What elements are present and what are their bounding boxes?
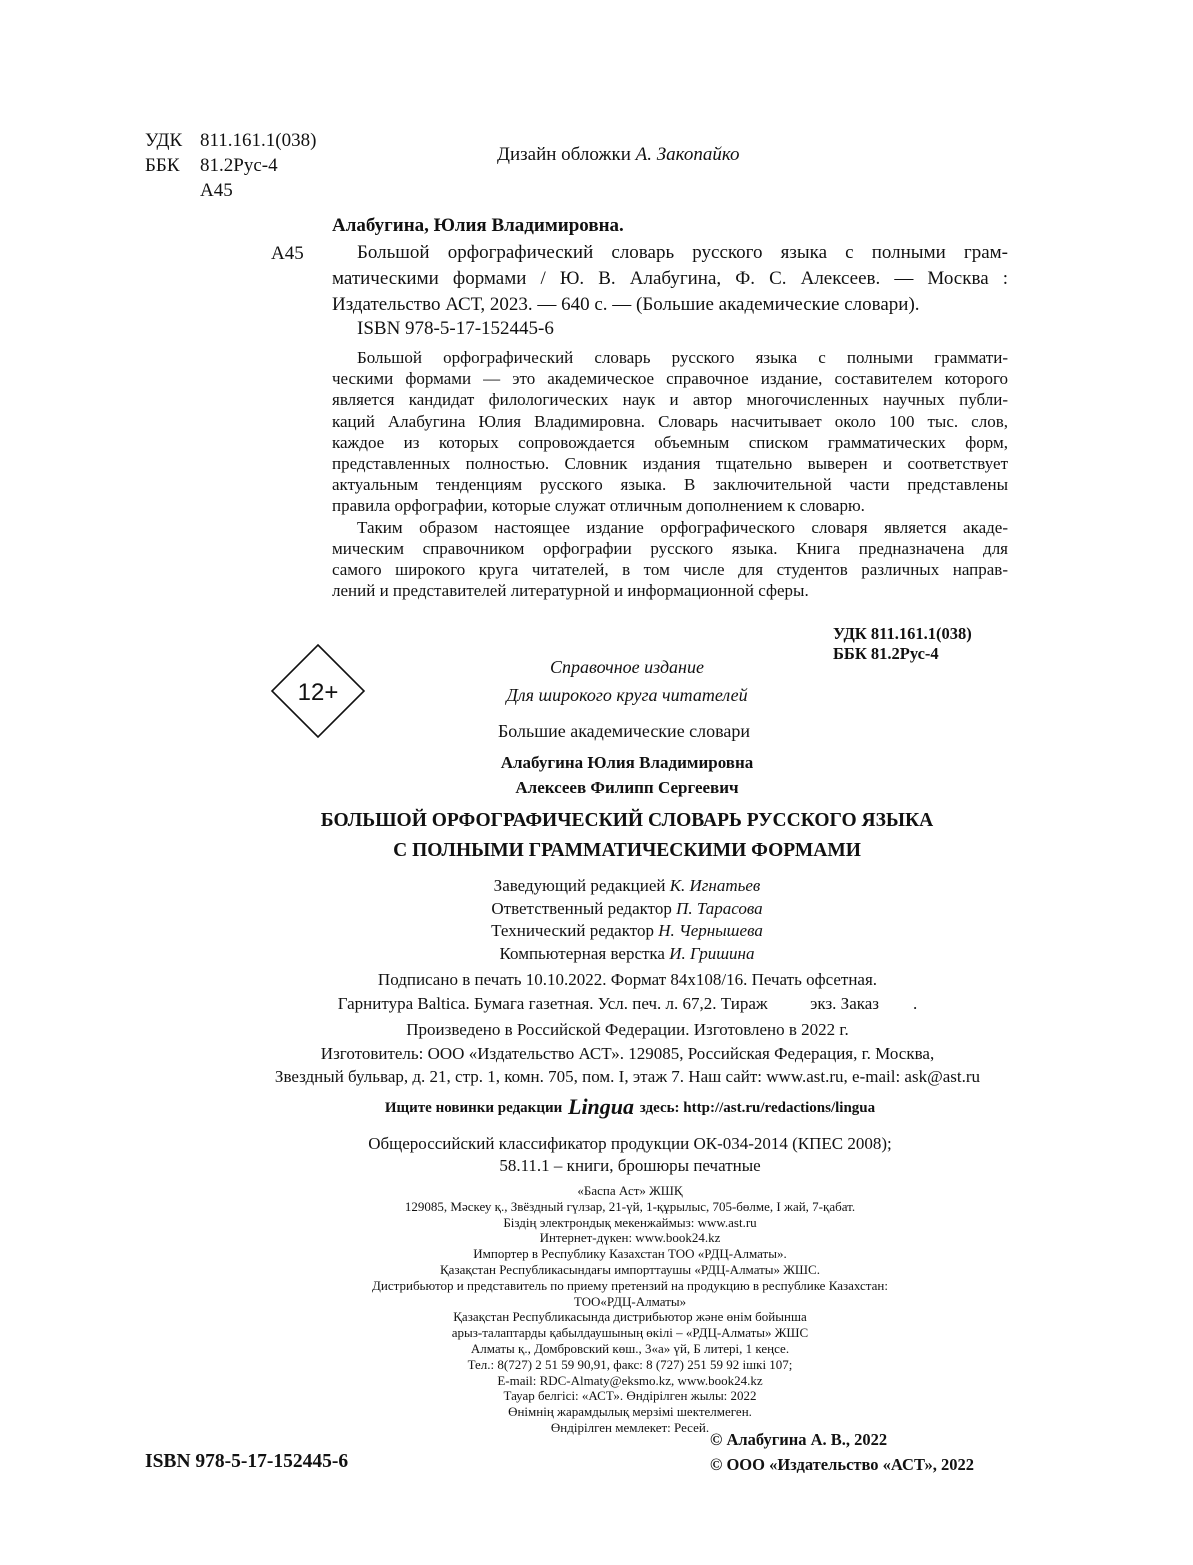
- annotation-line: ческими формами — это академическое справочное издание, составителем которого: [332, 369, 1008, 389]
- author-name-1: Алабугина Юлия Владимировна: [500, 753, 754, 772]
- kz-line: Біздің электрондық мекенжаймыз: www.ast.ru: [503, 1214, 757, 1230]
- age-rating-badge: [270, 643, 366, 739]
- okp-line: 58.11.1 – книги, брошюры печатные: [499, 1156, 761, 1175]
- annotation-line: Большой орфографический словарь русского языка с полными граммати-: [357, 348, 1008, 367]
- annotation-line: самого широкого круга читателей, в том числе для студентов различных направ-: [332, 560, 1008, 580]
- print-info: [210, 968, 1045, 1015]
- book-title-line-2: С ПОЛНЫМИ ГРАММАТИЧЕСКИМИ ФОРМАМИ: [393, 840, 861, 861]
- edition-series: Большие академические словари: [497, 721, 751, 741]
- author-name-2: Алексеев Филипп Сергеевич: [515, 778, 739, 797]
- kz-line: «Баспа Аст» ЖШҚ: [577, 1183, 683, 1198]
- kz-line: Тауар белгісі: «АСТ». Өндірілген жылы: 2022: [503, 1388, 757, 1404]
- book-title-line-1: БОЛЬШОЙ ОРФОГРАФИЧЕСКИЙ СЛОВАРЬ РУССКОГО ЯЗЫКА: [320, 810, 934, 831]
- lingua-promo: [300, 1094, 960, 1120]
- kz-line: Импортер в Республику Казахстан ТОО «РДЦ-Алматы».: [473, 1246, 787, 1262]
- annotation: [332, 347, 1008, 601]
- annotation-line: Таким образом настоящее издание орфографического словаря является акаде-: [357, 517, 1008, 537]
- lingua-logo: Lingua: [568, 1094, 635, 1119]
- kz-line: Дистрибьютор и представитель по приему претензий на продукцию в республике Казахстан:: [372, 1277, 888, 1293]
- bbk-bottom: ББК 81.2Рус-4: [833, 644, 939, 663]
- kz-line: Өнімнің жарамдылық мерзімі шектелмеген.: [508, 1404, 752, 1420]
- isbn-bottom: ISBN 978-5-17-152445-6: [145, 1451, 349, 1472]
- kz-line: Өндірілген мемлекет: Ресей.: [550, 1419, 710, 1435]
- biblio-line: Издательство АСТ, 2023. — 640 с. — (Большие академические словари).: [332, 294, 920, 315]
- kz-line: Интернет-дүкен: www.book24.kz: [539, 1230, 721, 1246]
- kz-line: Алматы қ., Домбровский көш., 3«а» үй, Б литері, 1 кеңсе.: [470, 1340, 790, 1356]
- print-info-line: Гарнитура Baltica. Бумага газетная. Усл. печ. л. 67,2. Тираж экз. Заказ .: [337, 993, 918, 1013]
- kz-line: Қазақстан Республикасында дистрибьютор және өнім бойынша: [453, 1309, 807, 1325]
- copyright-line: © Алабугина А. В., 2022: [710, 1430, 888, 1449]
- kz-line: 129085, Мәскеу қ., Звёздный гүлзар, 21-үй, 1-құрылыс, 705-бөлме, I жай, 7-қабат.: [404, 1198, 856, 1214]
- udk-bottom: УДК 811.161.1(038): [833, 624, 972, 643]
- product-classifier: [250, 1133, 1010, 1177]
- bbk-label: ББК: [145, 155, 180, 176]
- annotation-line: мическим справочником орфографии русского языка. Книга предназначена для: [332, 538, 1008, 558]
- udk-bbk-block: [833, 624, 972, 664]
- cover-design-name: А. Закопайко: [635, 144, 740, 165]
- annotation-line: является кандидат филологических наук и автор многочисленных научных публи-: [332, 390, 1008, 410]
- lingua-text-before: Ищите новинки редакции: [384, 1100, 563, 1116]
- biblio-line: Большой орфографический словарь русского языка с полными грам-: [357, 242, 1008, 263]
- manufacturer-line: Изготовитель: ООО «Издательство АСТ». 129085, Российская Федерация, г. Москва,: [320, 1043, 935, 1063]
- staff-row: Компьютерная верстка И. Гришина: [499, 943, 755, 963]
- print-info-line: Подписано в печать 10.10.2022. Формат 84x108/16. Печать офсетная.: [377, 970, 878, 989]
- okp-line: Общероссийский классификатор продукции ОК-034-2014 (КПЕС 2008);: [368, 1134, 892, 1153]
- classification-block: [145, 128, 316, 203]
- staff-credits: [427, 875, 827, 965]
- kz-line: ТОО«РДЦ-Алматы»: [573, 1293, 687, 1309]
- kazakhstan-distribution: [230, 1183, 1030, 1436]
- bibliographic-description: [332, 240, 1008, 318]
- kz-line: Қазақстан Республикасындағы импорттаушы «РДЦ-Алматы» ЖШС.: [440, 1261, 820, 1277]
- bibliographic-code: А45: [271, 243, 304, 264]
- kz-line: Тел.: 8(727) 2 51 59 90,91, факс: 8 (727) 251 59 92 ішкі 107;: [467, 1356, 793, 1372]
- age-rating-text: 12+: [297, 679, 339, 706]
- staff-row: Заведующий редакцией К. Игнатьев: [493, 876, 761, 895]
- copyright-block: [710, 1427, 974, 1477]
- copyright-line: © ООО «Издательство «АСТ», 2022: [710, 1455, 975, 1474]
- manufacturer-line: Произведено в Российской Федерации. Изготовлено в 2022 г.: [406, 1020, 849, 1039]
- annotation-line: каждое из которых сопровождается объемным списком грамматических форм,: [332, 432, 1008, 452]
- bbk-value: 81.2Рус-4: [200, 155, 278, 176]
- manufacturer-info: [210, 1018, 1045, 1089]
- annotation-line: актуальным тенденциям русского языка. В заключительной части представлены: [332, 475, 1008, 495]
- udk-value: 811.161.1(038): [200, 130, 317, 151]
- biblio-line: матическими формами / Ю. В. Алабугина, Ф. С. Алексеев. — Москва :: [332, 268, 1008, 289]
- staff-row: Ответственный редактор П. Тарасова: [491, 898, 763, 918]
- edition-type: Справочное издание: [550, 657, 704, 677]
- udk-label: УДК: [145, 130, 183, 151]
- annotation-line: представленных полностью. Словник издания тщательно выверен и соответствует: [332, 454, 1008, 474]
- lingua-text-after: здесь: http://ast.ru/redactions/lingua: [639, 1100, 876, 1116]
- author-heading: Алабугина, Юлия Владимировна.: [332, 215, 624, 236]
- edition-audience: Для широкого круга читателей: [506, 685, 748, 705]
- cover-design-credit: [497, 144, 739, 166]
- annotation-line: правила орфографии, которые служат отличным дополнением к словарю.: [332, 496, 865, 516]
- author-code: А45: [200, 180, 233, 201]
- kz-line: арыз-талаптарды қабылдаушының өкілі – «РДЦ-Алматы» ЖШС: [451, 1325, 809, 1341]
- isbn-record: ISBN 978-5-17-152445-6: [357, 318, 554, 339]
- kz-line: E-mail: RDC-Almaty@eksmo.kz, www.book24.kz: [497, 1372, 763, 1388]
- annotation-line: каций Алабугина Юлия Владимировна. Словарь насчитывает около 100 тыс. слов,: [332, 411, 1008, 431]
- staff-row: Технический редактор Н. Чернышева: [491, 921, 763, 940]
- manufacturer-line: Звездный бульвар, д. 21, стр. 1, комн. 705, пом. I, этаж 7. Наш сайт: www.ast.ru, e-mail: ask@ast.ru: [274, 1067, 981, 1086]
- annotation-line: лений и представителей литературной и информационной сферы.: [332, 581, 809, 601]
- cover-design-label: Дизайн обложки: [497, 144, 631, 165]
